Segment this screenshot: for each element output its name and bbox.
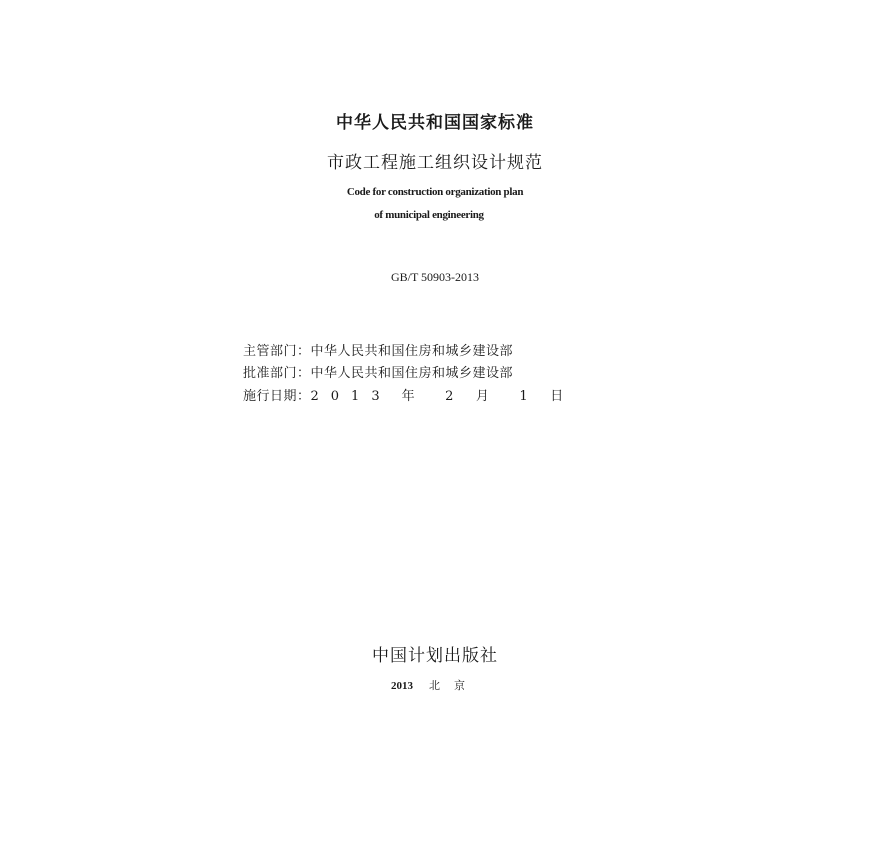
approval-department-label: 批准部门： (243, 366, 311, 381)
effective-month-unit: 月 (475, 389, 490, 404)
publish-year: 2013 (391, 680, 413, 692)
competent-department-label: 主管部门： (243, 344, 311, 359)
publisher-name: 中国计划出版社 (372, 646, 498, 666)
competent-department-row (243, 340, 513, 359)
effective-day-unit: 日 (550, 389, 564, 404)
approval-department-value: 中华人民共和国住房和城乡建设部 (310, 366, 514, 381)
effective-year: 2013 (310, 389, 392, 404)
standard-title-cn: 市政工程施工组织设计规范 (327, 153, 543, 173)
standard-code: GB/T 50903-2013 (390, 270, 480, 284)
publish-city: 北京 (429, 679, 479, 692)
effective-date-row (243, 385, 564, 404)
approval-department-row (243, 362, 513, 381)
competent-department-value: 中华人民共和国住房和城乡建设部 (310, 344, 514, 359)
standard-title-en-line1: Code for construction organization plan (346, 186, 524, 198)
effective-year-unit: 年 (401, 389, 416, 404)
effective-month: 2 (445, 389, 454, 404)
effective-date-label: 施行日期： (243, 389, 311, 404)
effective-day: 1 (519, 389, 529, 404)
publish-year-place (0, 677, 870, 693)
standard-category-title: 中华人民共和国国家标准 (336, 113, 534, 133)
standard-title-en-line2: of municipal engineering (374, 209, 484, 221)
